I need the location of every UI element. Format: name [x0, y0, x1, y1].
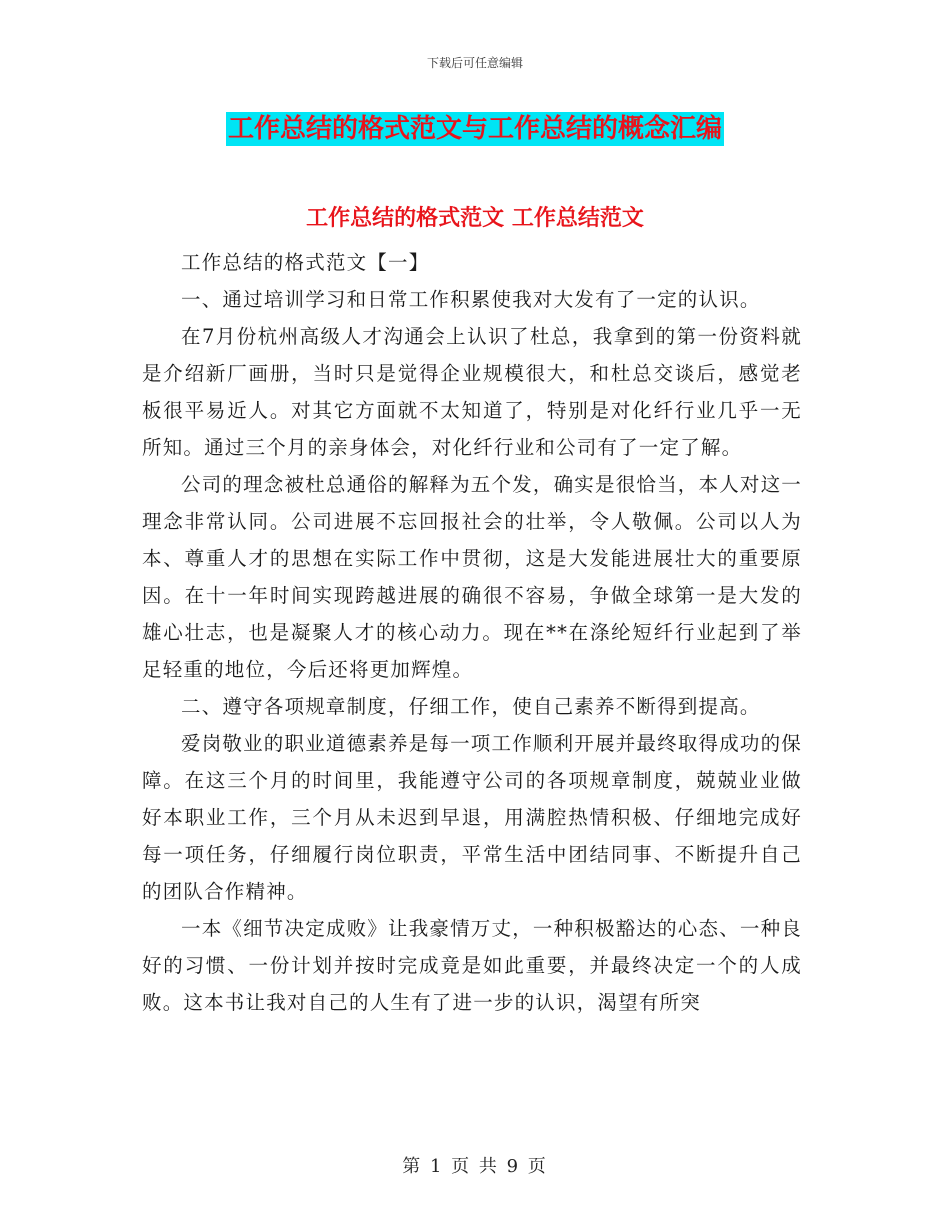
- paragraph: 二、遵守各项规章制度，仔细工作，使自己素养不断得到提高。: [181, 695, 761, 718]
- title-wrap: [0, 112, 950, 146]
- paragraph: 公司的理念被杜总通俗的解释为五个发，确实是很恰当，本人对这一理念非常认同。公司进展不忘回报社会的壮举，令人敬佩。公司以人为本、尊重人才的思想在实际工作中贯彻，这是大发能进展壮大的重要原因。在十一年时间实现跨越进展的确很不容易，争做全球第一是大发的雄心壮志，也是凝聚人才的核心动力。现在**在涤纶短纤行业起到了举足轻重的地位，今后还将更加辉煌。: [142, 473, 803, 681]
- document-body: [142, 244, 802, 1021]
- paragraph: 爱岗敬业的职业道德素养是每一项工作顺利开展并最终取得成功的保障。在这三个月的时间里，我能遵守公司的各项规章制度，兢兢业业做好本职业工作，三个月从未迟到早退，用满腔热情积极、仔细地完成好每一项任务，仔细履行岗位职责，平常生活中团结同事、不断提升自己的团队合作精神。: [142, 732, 803, 903]
- page-header: 下载后可任意编辑: [426, 56, 523, 70]
- paragraph: 一、通过培训学习和日常工作积累使我对大发有了一定的认识。: [181, 288, 761, 311]
- page-footer: 第 1 页 共 9 页: [402, 1156, 548, 1177]
- paragraph: 在7月份杭州高级人才沟通会上认识了杜总，我拿到的第一份资料就是介绍新厂画册，当时只是觉得企业规模很大，和杜总交谈后，感觉老板很平易近人。对其它方面就不太知道了，特别是对化纤行业几乎一无所知。通过三个月的亲身体会，对化纤行业和公司有了一定了解。: [142, 325, 802, 459]
- section-subtitle: 工作总结的格式范文 工作总结范文: [306, 206, 644, 231]
- paragraph: 工作总结的格式范文【一】: [181, 251, 430, 274]
- paragraph: 一本《细节决定成败》让我豪情万丈，一种积极豁达的心态、一种良好的习惯、一份计划并按时完成竟是如此重要，并最终决定一个的人成败。这本书让我对自己的人生有了进一步的认识，渴望有所突: [142, 917, 803, 1014]
- document-title: 工作总结的格式范文与工作总结的概念汇编: [227, 114, 722, 144]
